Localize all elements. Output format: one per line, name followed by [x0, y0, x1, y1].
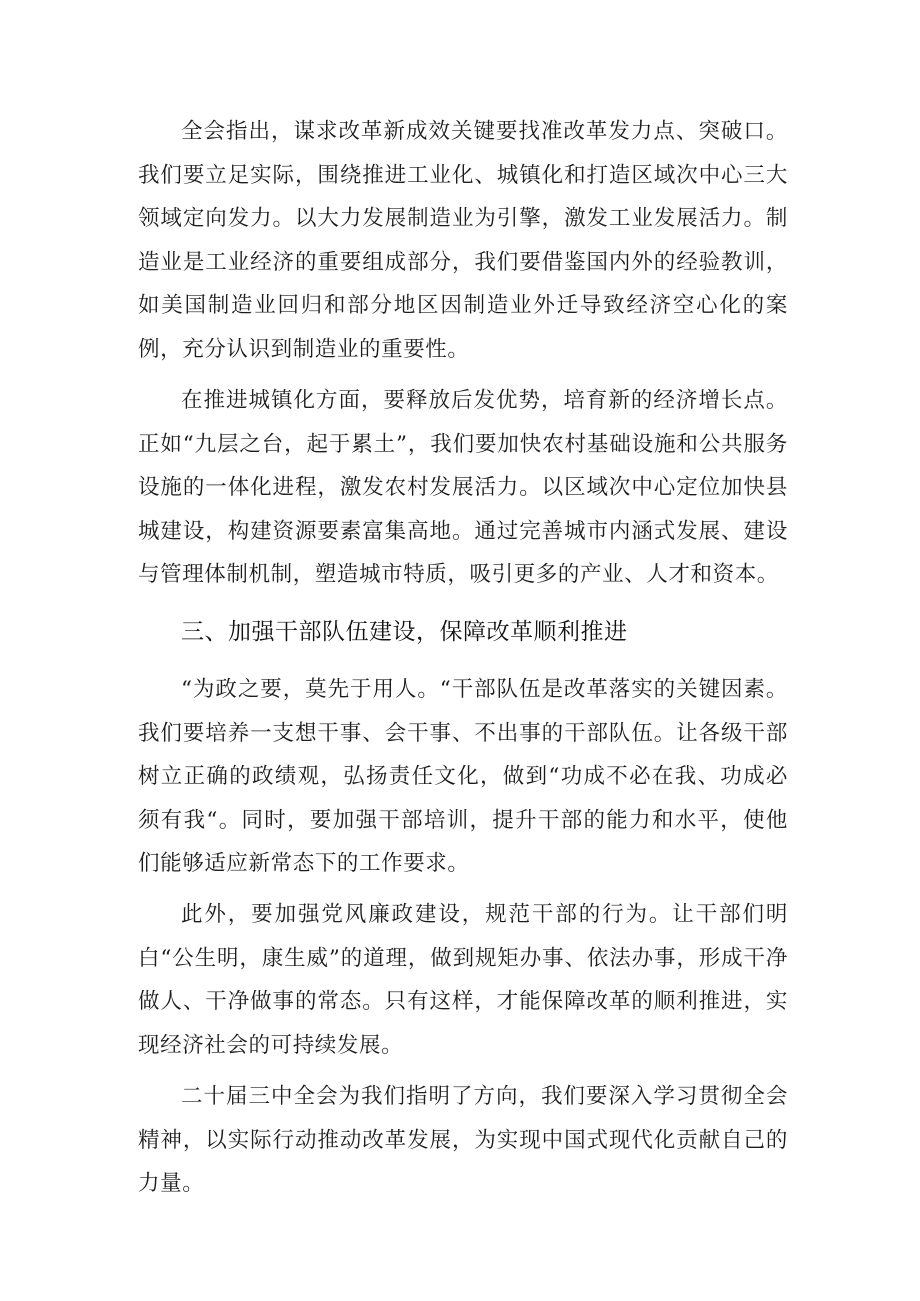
paragraph-urbanization: 在推进城镇化方面，要释放后发优势，培育新的经济增长点。正如“九层之台，起于累土”，我们要加快农村基础设施和公共服务设施的一体化进程，激发农村发展活力。以区域次中心定位加快县城建设，构建资源要素富集高地。通过完善城市内涵式发展、建设与管理体制机制，塑造城市特质，吸引更多的产业、人才和资本。	[138, 388, 788, 588]
paragraph-cadre-team: “为政之要，莫先于用人。“干部队伍是改革落实的关键因素。我们要培养一支想干事、会干事、不出事的干部队伍。让各级干部树立正确的政绩观，弘扬责任文化，做到“功成不必在我、功成必须有我“。同时，要加强干部培训，提升干部的能力和水平，使他们能够适应新常态下的工作要求。	[138, 677, 788, 877]
paragraph-manufacturing: 全会指出，谋求改革新成效关键要找准改革发力点、突破口。我们要立足实际，围绕推进工业化、城镇化和打造区域次中心三大领域定向发力。以大力发展制造业为引擎，激发工业发展活力。制造业是工业经济的重要组成部分，我们要借鉴国内外的经验教训，如美国制造业回归和部分地区因制造业外迁导致经济空心化的案例，充分认识到制造业的重要性。	[138, 119, 788, 362]
paragraph-conclusion: 二十届三中全会为我们指明了方向，我们要深入学习贯彻全会精神，以实际行动推动改革发展，为实现中国式现代化贡献自己的力量。	[138, 1084, 788, 1197]
section-heading: 三、加强干部队伍建设，保障改革顺利推进	[181, 619, 628, 645]
paragraph-integrity: 此外，要加强党风廉政建设，规范干部的行为。让干部们明白“公生明，康生威”的道理，做到规矩办事、依法办事，形成干净做人、干净做事的常态。只有这样，才能保障改革的顺利推进，实现经济社会的可持续发展。	[138, 902, 788, 1058]
